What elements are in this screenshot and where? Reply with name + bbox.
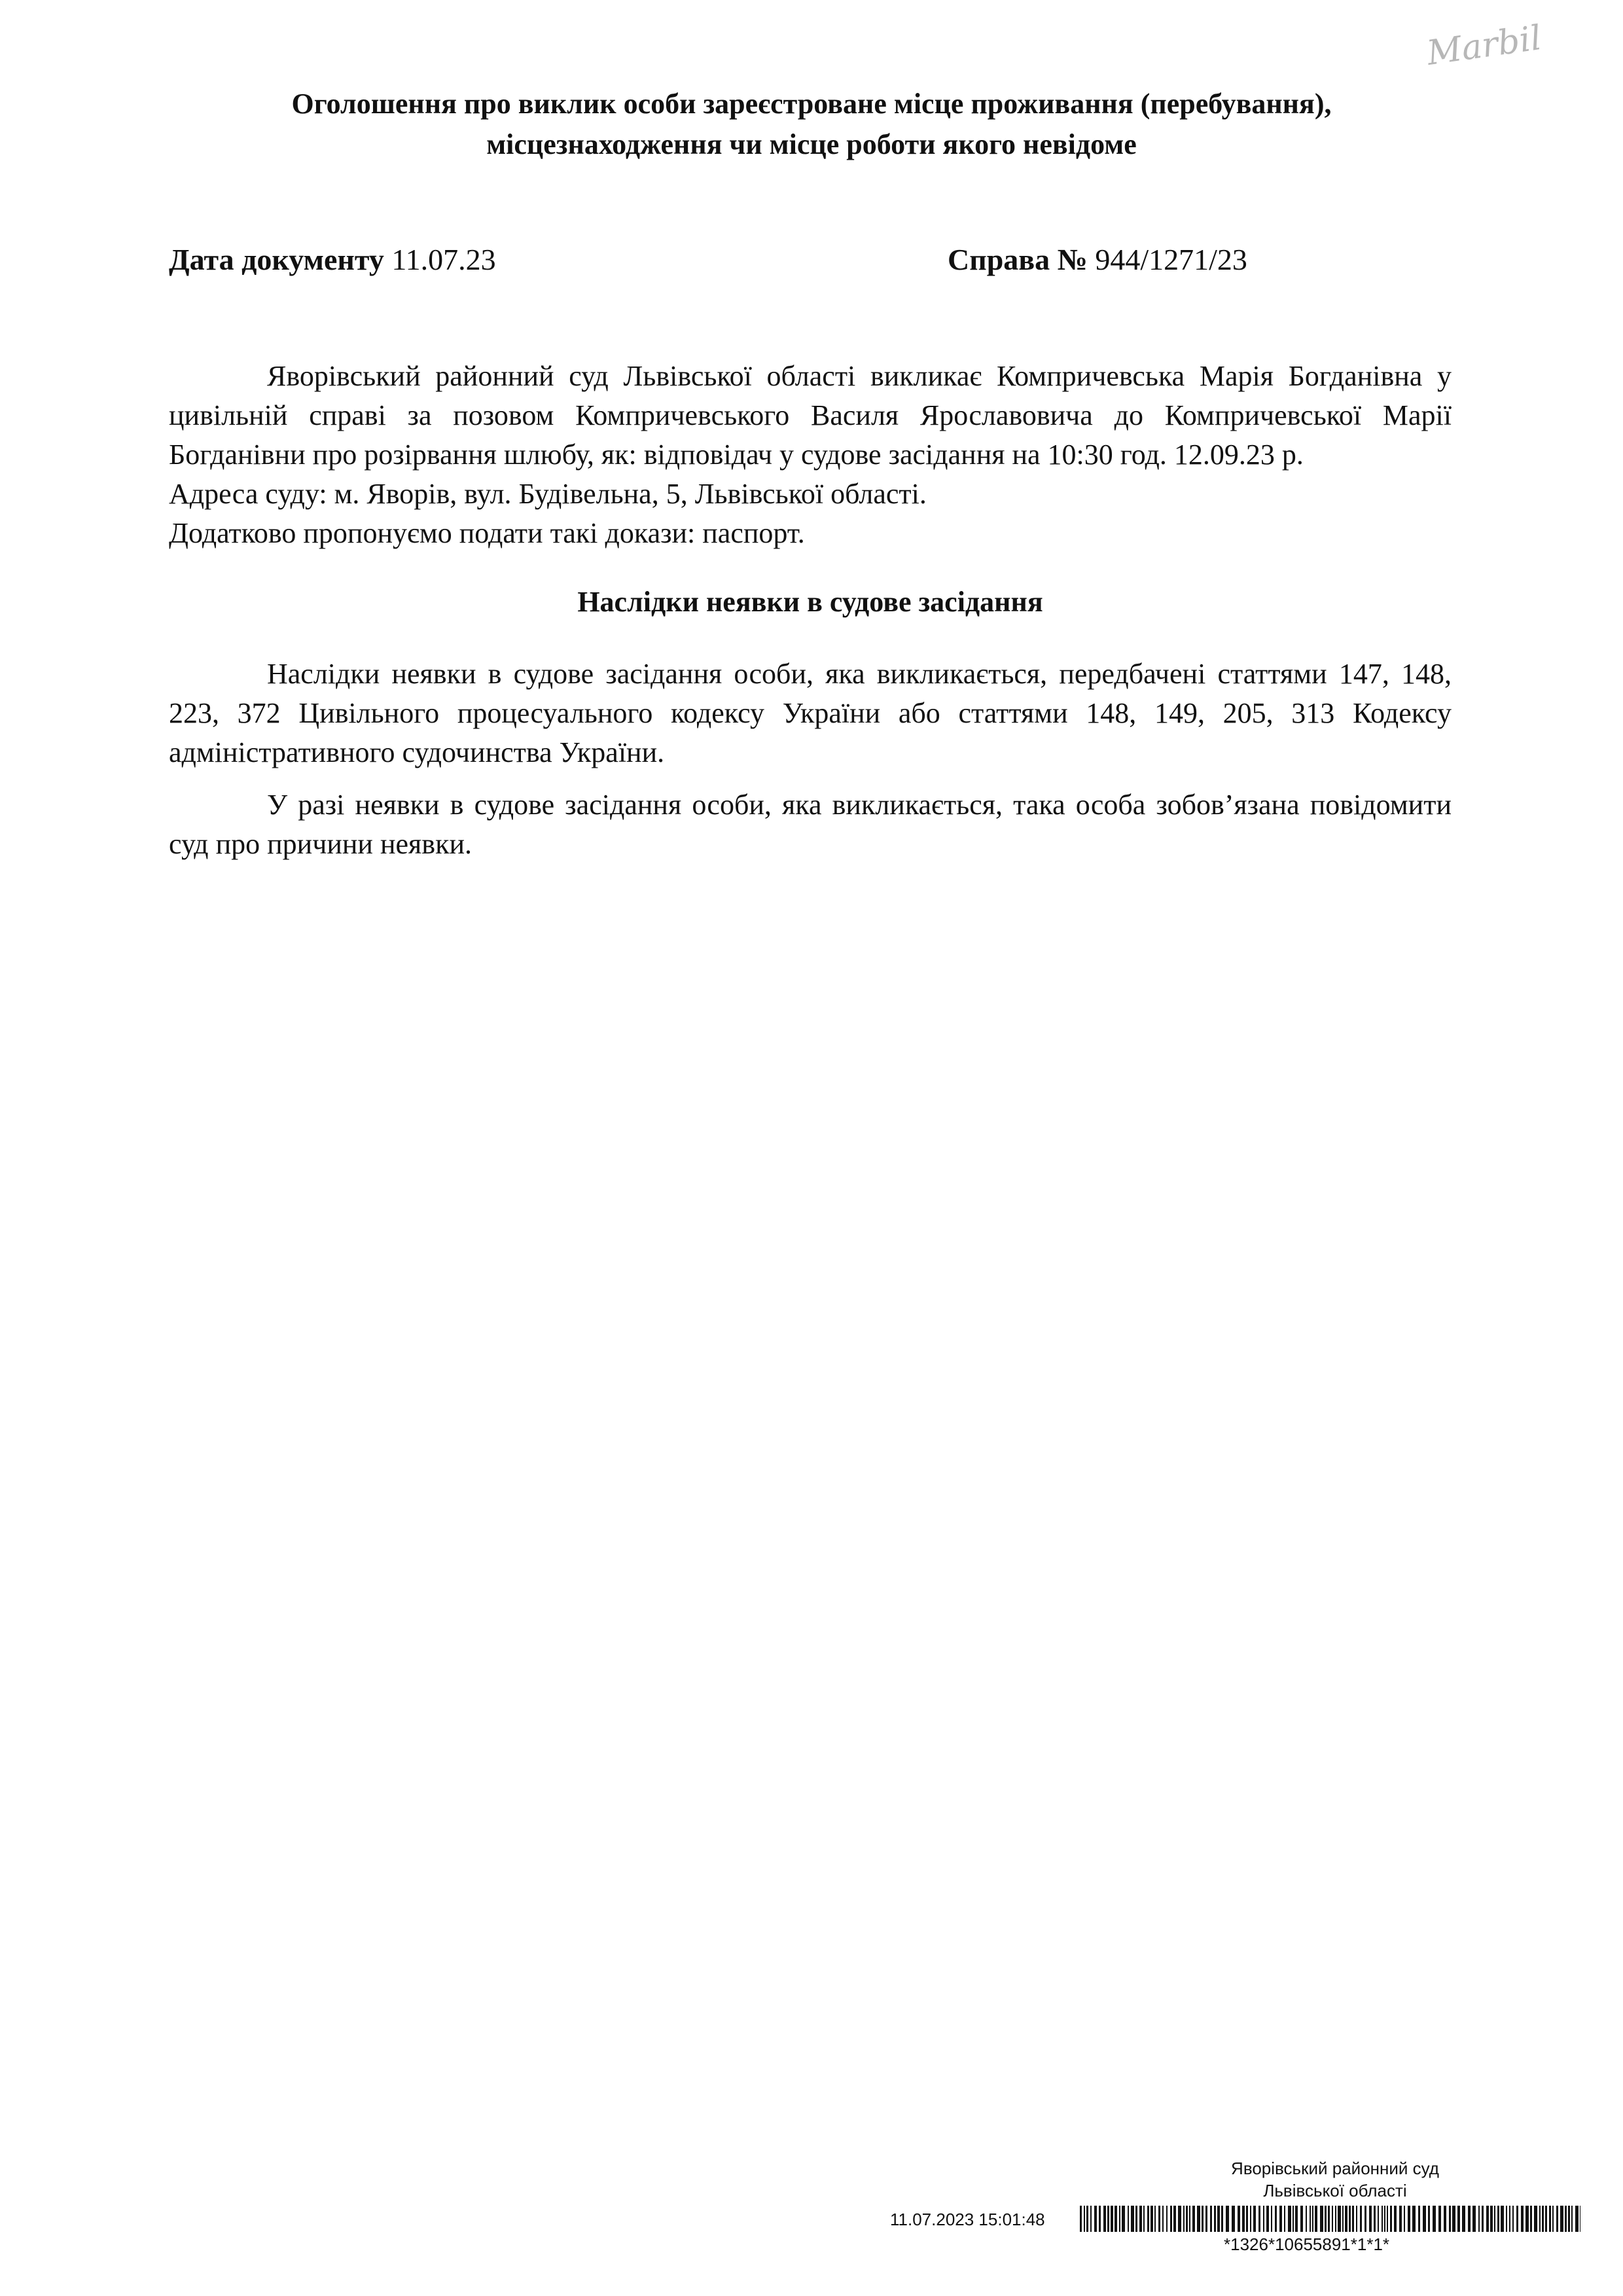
barcode-bar	[1147, 2206, 1149, 2232]
barcode-bar	[1399, 2206, 1402, 2232]
barcode-bar	[1506, 2206, 1507, 2232]
barcode-bar	[1387, 2206, 1388, 2232]
barcode-bar	[1325, 2206, 1327, 2232]
barcode-bar	[1338, 2206, 1341, 2232]
barcode-bar	[1186, 2206, 1188, 2232]
barcode-bar	[1154, 2206, 1156, 2232]
barcode-bar	[1214, 2206, 1216, 2232]
barcode-bar	[1539, 2206, 1541, 2232]
barcode-bar	[1150, 2206, 1153, 2232]
barcode-bar	[1332, 2206, 1333, 2232]
barcode-bar	[1438, 2206, 1441, 2232]
barcode-bar	[1549, 2206, 1551, 2232]
barcode-bar	[1486, 2206, 1489, 2232]
barcode-bar	[1449, 2206, 1451, 2232]
barcode-bar	[1457, 2206, 1460, 2232]
document-meta	[169, 242, 1452, 281]
barcode-bar	[1494, 2206, 1495, 2232]
court-address: Адреса суду: м. Яворів, вул. Будівельна, 5, Львівської області.	[169, 478, 927, 510]
evidence-line: Додатково пропонуємо подати такі докази: паспорт.	[169, 517, 805, 549]
barcode-bar	[1369, 2206, 1372, 2232]
barcode-bar	[1221, 2206, 1223, 2232]
barcode-bar	[1552, 2206, 1554, 2232]
barcode-bar	[1162, 2206, 1164, 2232]
barcode-bar	[1250, 2206, 1251, 2232]
barcode-bar	[1084, 2206, 1085, 2232]
barcode-bar	[1197, 2206, 1200, 2232]
barcode-bar	[1404, 2206, 1405, 2232]
barcode-bar	[1384, 2206, 1385, 2232]
barcode-bar	[1360, 2206, 1362, 2232]
barcode-bar	[1310, 2206, 1311, 2232]
barcode-bar	[1111, 2206, 1113, 2232]
barcode-bar	[1242, 2206, 1245, 2232]
barcode-bar	[1352, 2206, 1354, 2232]
stamp-court-line-2: Львівської області	[1263, 2181, 1407, 2200]
barcode-bar	[1107, 2206, 1109, 2232]
barcode-bar	[1086, 2206, 1088, 2232]
barcode-bar	[1390, 2206, 1392, 2232]
consequences-paragraph-2: У разі неявки в судове засідання особи, яка викликається, така особа зобов’язана повідомити суд про причини неявки.	[169, 789, 1452, 860]
barcode-bar	[1516, 2206, 1518, 2232]
barcode-bar	[1374, 2206, 1376, 2232]
barcode-bar	[1312, 2206, 1313, 2232]
consequences-block	[169, 655, 1452, 864]
barcode-bar	[1258, 2206, 1260, 2232]
barcode-bar	[1238, 2206, 1240, 2232]
barcode-bar	[1444, 2206, 1446, 2232]
barcode-bar	[1482, 2206, 1484, 2232]
barcode-bar	[1542, 2206, 1544, 2232]
barcode-bar	[1135, 2206, 1137, 2232]
barcode-bar	[1166, 2206, 1168, 2232]
barcode-bar	[1178, 2206, 1181, 2232]
case-value: 944/1271/23	[1095, 243, 1247, 276]
barcode-bar	[1545, 2206, 1547, 2232]
barcode-bar	[1271, 2206, 1272, 2232]
barcode-text: *1326*10655891*1*1*	[1224, 2234, 1390, 2254]
summons-paragraph: Яворівський районний суд Львівської області викликає Компричевська Марія Богданівна у цивільній справі за позовом Компричевського Василя Ярославовича до Компричевської Марії Богданівни про розірвання шлюбу, як: відповідач у судове засідання на 10:30 год. 12.09.23 р.	[169, 360, 1452, 471]
barcode-bar	[1565, 2206, 1567, 2232]
barcode-bar	[1560, 2206, 1563, 2232]
consequences-paragraph-1: Наслідки неявки в судове засідання особи, яка викликається, передбачені статтями 147, 148, 223, 372 Цивільного процесуального кодексу України або статтями 148, 149, 205, 313 Кодексу адміністративного судочинства України.	[169, 658, 1452, 768]
barcode-bar	[1183, 2206, 1185, 2232]
stamp-court-name	[1204, 2157, 1466, 2202]
barcode-bar	[1364, 2206, 1366, 2232]
barcode-bar	[1210, 2206, 1212, 2232]
barcode-bar	[1275, 2206, 1277, 2232]
barcode-bar	[1382, 2206, 1383, 2232]
barcode-bar	[1284, 2206, 1285, 2232]
barcode-bar	[1226, 2206, 1229, 2232]
barcode-bar	[1099, 2206, 1101, 2232]
barcode-bar	[1433, 2206, 1436, 2232]
barcode-bar	[1418, 2206, 1420, 2232]
barcode-bar	[1349, 2206, 1351, 2232]
barcode-bar	[1131, 2206, 1134, 2232]
barcode-bar	[1472, 2206, 1476, 2232]
barcode-bar	[1170, 2206, 1172, 2232]
stamp-timestamp: 11.07.2023 15:01:48	[890, 2210, 1045, 2229]
barcode-bar	[1490, 2206, 1493, 2232]
barcode-bar	[1423, 2206, 1426, 2232]
barcode-bar	[1452, 2206, 1455, 2232]
barcode-bar	[1378, 2206, 1379, 2232]
barcode-bar	[1335, 2206, 1336, 2232]
summons-block	[169, 357, 1452, 553]
barcode-bar	[1217, 2206, 1220, 2232]
barcode-bar	[1094, 2206, 1097, 2232]
barcode-bar	[1288, 2206, 1291, 2232]
stamp-court-line-1: Яворівський районний суд	[1231, 2159, 1439, 2178]
barcode-bar	[1478, 2206, 1480, 2232]
barcode-bar	[1263, 2206, 1264, 2232]
barcode-bar	[1080, 2206, 1082, 2232]
barcode-bar	[1509, 2206, 1510, 2232]
barcode-bar	[1530, 2206, 1532, 2232]
barcode-bar	[1202, 2206, 1204, 2232]
barcode-bar	[1394, 2206, 1397, 2232]
barcode-bar	[1556, 2206, 1558, 2232]
title-line-2: місцезнаходження чи місце роботи якого невідоме	[486, 128, 1137, 160]
barcode-bar	[1315, 2206, 1317, 2232]
barcode-bar	[1568, 2206, 1570, 2232]
barcode-bar	[1428, 2206, 1430, 2232]
barcode-bar	[1253, 2206, 1256, 2232]
barcode-bar	[1412, 2206, 1416, 2232]
barcode-bar	[1189, 2206, 1190, 2232]
barcode-bar	[1525, 2206, 1529, 2232]
barcode-bar	[1512, 2206, 1514, 2232]
title-line-1: Оголошення про виклик особи зареєстроване місце проживання (перебування),	[291, 88, 1332, 120]
barcode-bar	[1128, 2206, 1129, 2232]
barcode-bar	[1293, 2206, 1294, 2232]
barcode-bar	[1306, 2206, 1307, 2232]
case-number	[948, 242, 1247, 277]
barcode-bar	[1345, 2206, 1347, 2232]
barcode-bar	[1468, 2206, 1471, 2232]
barcode-bar	[1521, 2206, 1524, 2232]
barcode-bar	[1090, 2206, 1092, 2232]
barcode-bar	[1266, 2206, 1269, 2232]
barcode-bar	[1408, 2206, 1410, 2232]
barcode-bar	[1575, 2206, 1578, 2232]
barcode-bar	[1119, 2206, 1120, 2232]
barcode-bar	[1571, 2206, 1573, 2232]
handwritten-note: Marbil	[1424, 18, 1544, 73]
barcode-bar	[1173, 2206, 1176, 2232]
barcode-bar	[1328, 2206, 1330, 2232]
barcode-bar	[1115, 2206, 1117, 2232]
barcode-bar	[1320, 2206, 1323, 2232]
consequences-heading: Наслідки неявки в судове засідання	[577, 586, 1043, 618]
document-date	[169, 242, 496, 277]
barcode-bar	[1192, 2206, 1195, 2232]
document-title	[196, 84, 1427, 165]
barcode-bar	[1534, 2206, 1537, 2232]
barcode-bar	[1158, 2206, 1160, 2232]
barcode-bar	[1246, 2206, 1248, 2232]
barcode-bar	[1103, 2206, 1106, 2232]
barcode-bar	[1342, 2206, 1344, 2232]
registration-stamp	[890, 2157, 1584, 2262]
barcode-bar	[1139, 2206, 1142, 2232]
case-label: Справа №	[948, 243, 1088, 276]
barcode-bar	[1205, 2206, 1207, 2232]
barcode-bar	[1497, 2206, 1499, 2232]
barcode-bar	[1300, 2206, 1303, 2232]
barcode-bar	[1143, 2206, 1145, 2232]
date-label: Дата документу	[169, 243, 384, 276]
barcode-bar	[1232, 2206, 1235, 2232]
barcode-bar	[1501, 2206, 1504, 2232]
barcode-bar	[1122, 2206, 1125, 2232]
barcode-bar	[1462, 2206, 1465, 2232]
barcode-bar	[1356, 2206, 1357, 2232]
barcode-bar	[1279, 2206, 1282, 2232]
date-value: 11.07.23	[391, 243, 496, 276]
barcode-bar	[1295, 2206, 1298, 2232]
barcode	[1080, 2206, 1584, 2232]
